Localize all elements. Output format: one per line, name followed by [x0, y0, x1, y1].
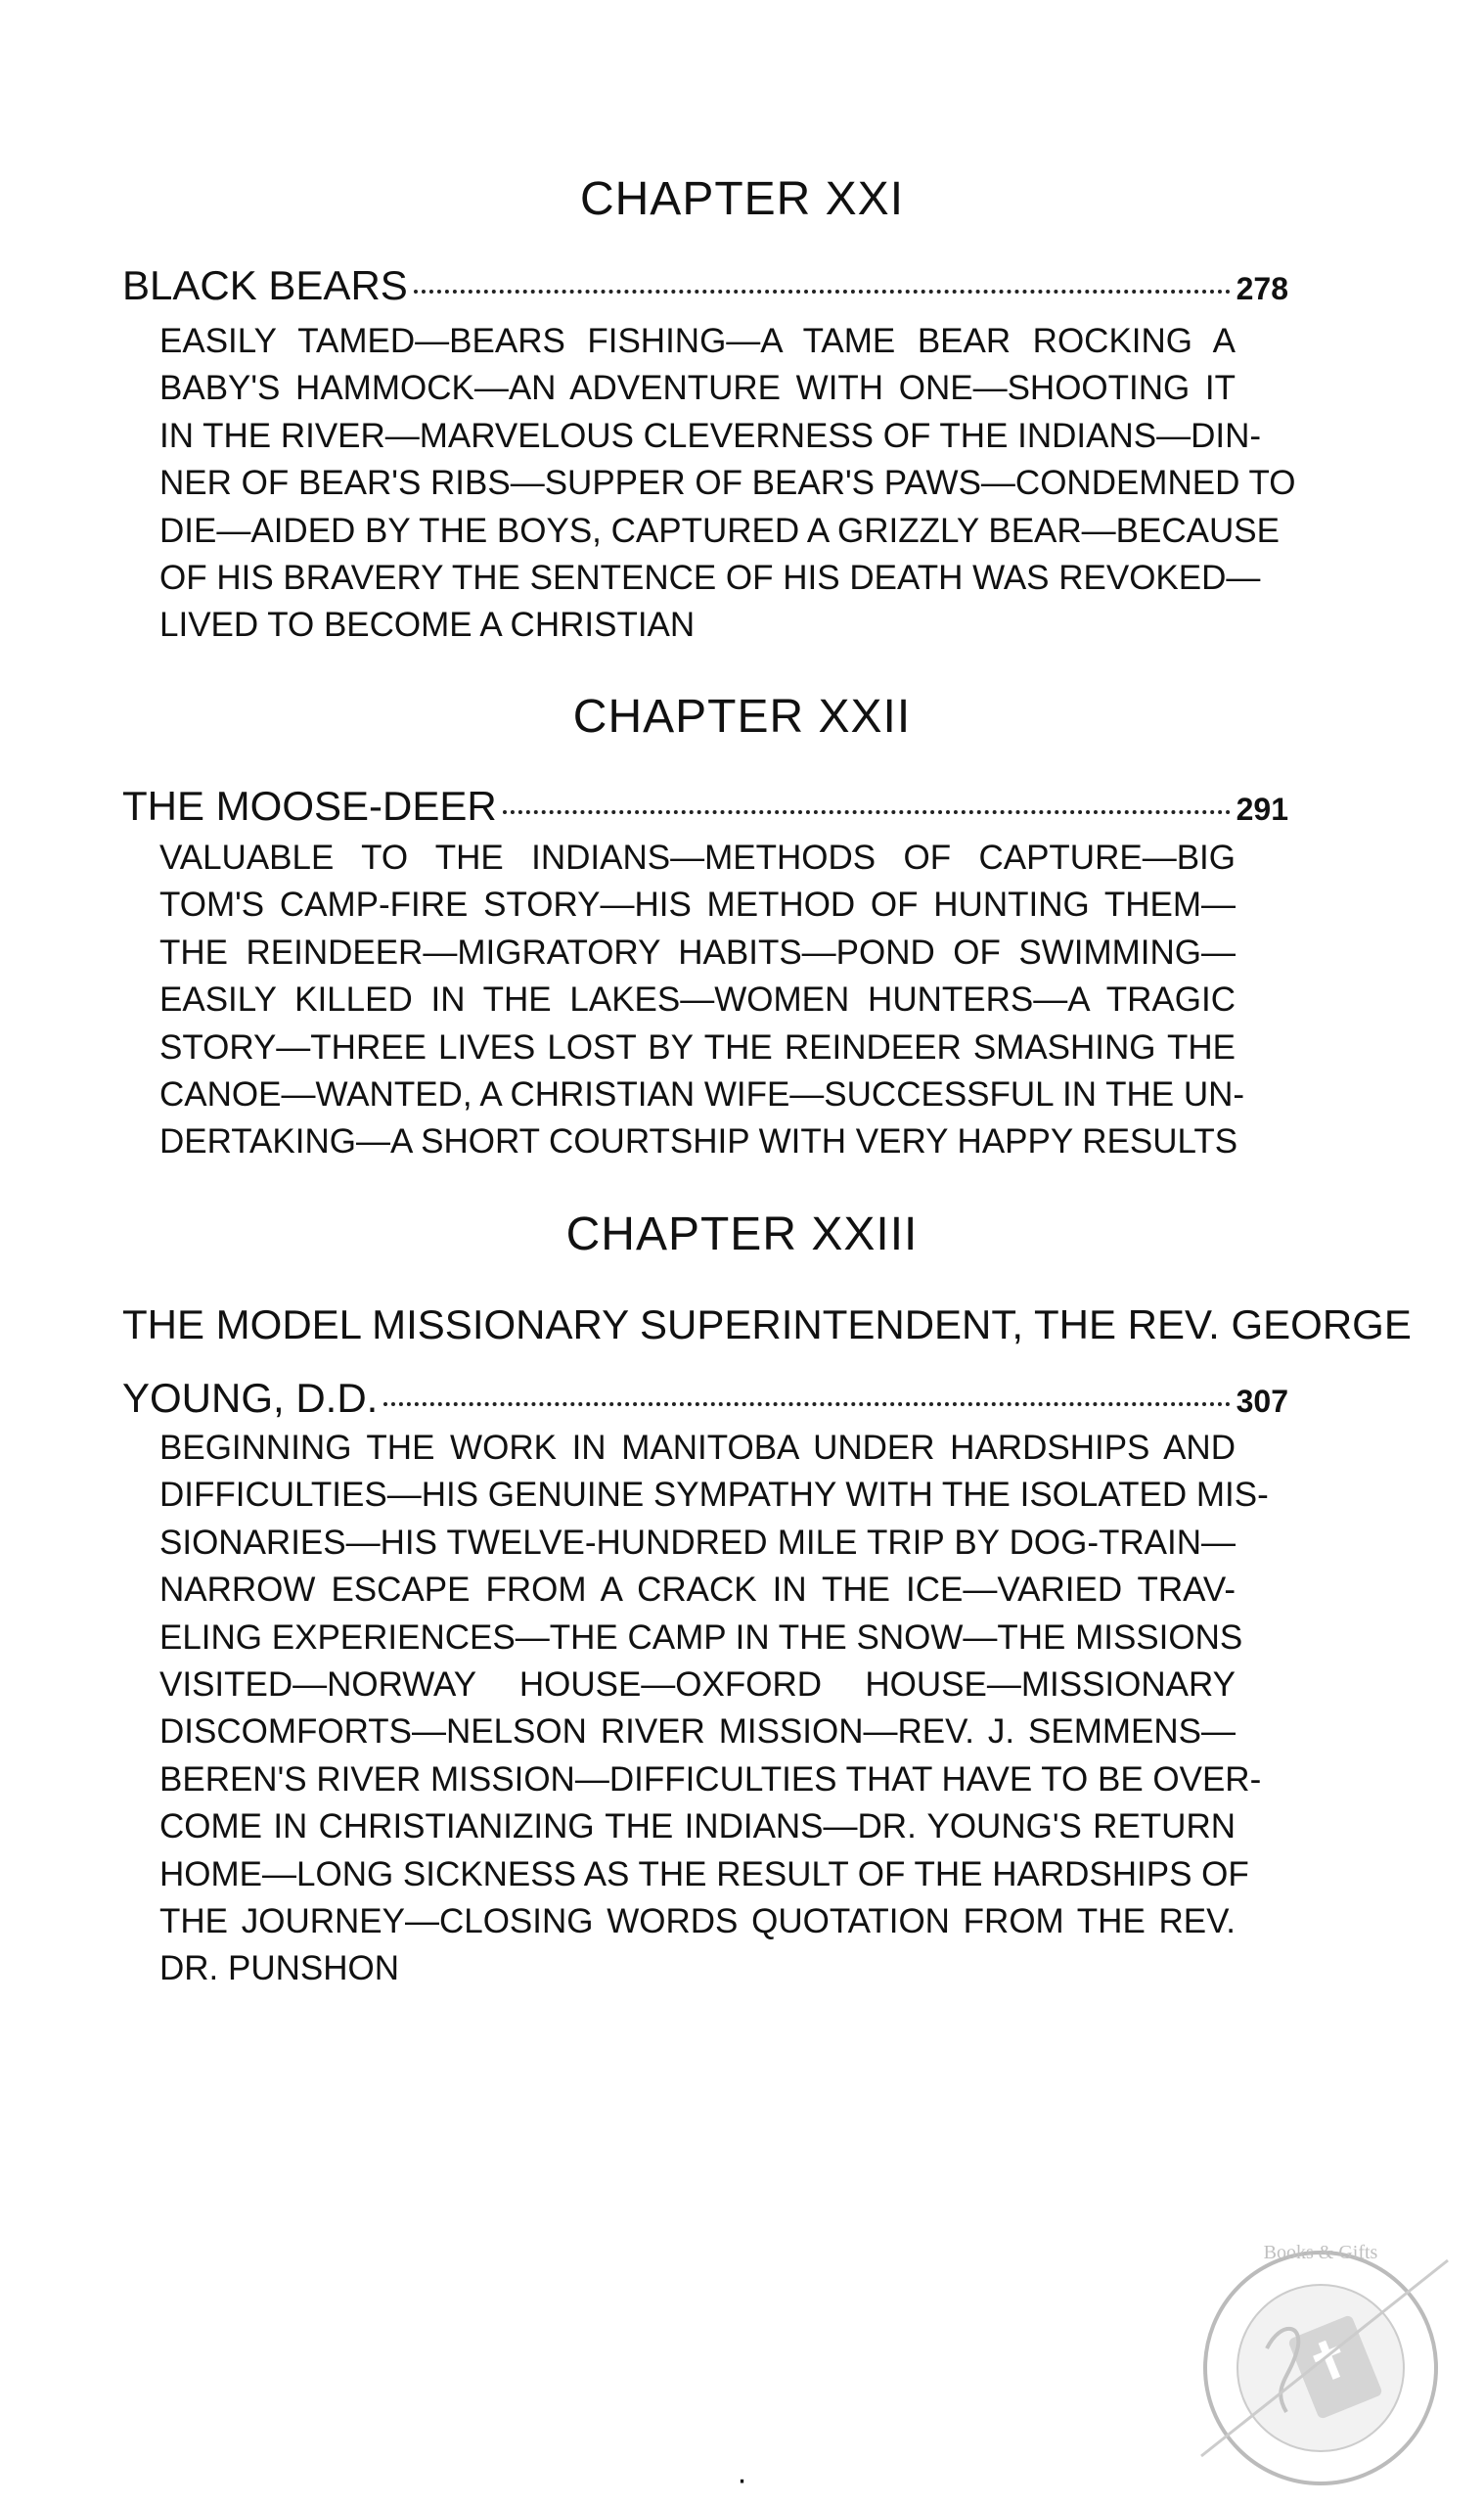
summary-line: OF HIS BRAVERY THE SENTENCE OF HIS DEATH WAS REVOKED— — [159, 559, 1261, 598]
svg-text:Books & Gifts: Books & Gifts — [1263, 2242, 1378, 2263]
summary-line: CANOE—WANTED, A CHRISTIAN WIFE—SUCCESSFUL IN THE UN- — [159, 1075, 1245, 1115]
summary-line: DIE—AIDED BY THE BOYS, CAPTURED A GRIZZLY BEAR—BECAUSE — [159, 511, 1280, 550]
dot-leader — [383, 1402, 1230, 1406]
summary-line: DIFFICULTIES—HIS GENUINE SYMPATHY WITH THE ISOLATED MIS- — [159, 1476, 1269, 1515]
toc-entry-title: BLACK BEARS — [122, 262, 408, 308]
summary-line: DISCOMFORTS—NELSON RIVER MISSION—REV. J. SEMMENS— — [159, 1712, 1236, 1752]
page-mark: · — [736, 2461, 748, 2498]
summary-line: IN THE RIVER—MARVELOUS CLEVERNESS OF THE INDIANS—DIN- — [159, 416, 1262, 455]
toc-entry-title: YOUNG, D.D. — [122, 1375, 379, 1421]
summary-line: NARROW ESCAPE FROM A CRACK IN THE ICE—VARIED TRAV- — [159, 1571, 1236, 1610]
chapter-heading-23: CHAPTER XXIII — [565, 1208, 919, 1260]
chapter-summary-21 — [159, 318, 1296, 650]
dot-leader — [503, 810, 1231, 814]
summary-line: THE JOURNEY—CLOSING WORDS QUOTATION FROM THE REV. — [159, 1902, 1236, 1941]
summary-line: COME IN CHRISTIANIZING THE INDIANS—DR. YOUNG'S RETURN — [159, 1807, 1236, 1846]
toc-page-number: 307 — [1236, 1384, 1288, 1419]
chapter-summary-22 — [159, 835, 1245, 1166]
toc-page-number: 291 — [1236, 792, 1288, 827]
summary-line: STORY—THREE LIVES LOST BY THE REINDEER SMASHING THE — [159, 1027, 1236, 1067]
summary-line: HOME—LONG SICKNESS AS THE RESULT OF THE HARDSHIPS OF — [159, 1854, 1249, 1893]
toc-entry-21 — [122, 262, 1288, 309]
bible-cross-stamp-icon — [1174, 2231, 1467, 2495]
summary-line: EASILY KILLED IN THE LAKES—WOMEN HUNTERS—A TRAGIC — [159, 980, 1236, 1020]
toc-entry-title-line1: THE MODEL MISSIONARY SUPERINTENDENT, THE REV. GEORGE — [122, 1301, 1412, 1347]
toc-page-number: 278 — [1236, 271, 1288, 306]
summary-line: DERTAKING—A SHORT COURTSHIP WITH VERY HAPPY RESULTS — [159, 1122, 1238, 1161]
dot-leader — [414, 290, 1231, 294]
summary-line: VALUABLE TO THE INDIANS—METHODS OF CAPTURE—BIG — [159, 839, 1236, 877]
summary-line: ELING EXPERIENCES—THE CAMP IN THE SNOW—THE MISSIONS — [159, 1617, 1243, 1657]
summary-line: LIVED TO BECOME A CHRISTIAN — [159, 606, 696, 645]
toc-entry-22 — [122, 783, 1288, 830]
chapter-summary-23 — [159, 1425, 1269, 1993]
summary-line: DR. PUNSHON — [159, 1949, 400, 1988]
summary-line: VISITED—NORWAY HOUSE—OXFORD HOUSE—MISSIONARY — [159, 1665, 1236, 1705]
summary-line: NER OF BEAR'S RIBS—SUPPER OF BEAR'S PAWS—CONDEMNED TO — [159, 464, 1296, 503]
summary-line: BEGINNING THE WORK IN MANITOBA UNDER HARDSHIPS AND — [159, 1429, 1236, 1467]
summary-line: THE REINDEER—MIGRATORY HABITS—POND OF SWIMMING— — [159, 933, 1236, 972]
summary-line: BEREN'S RIVER MISSION—DIFFICULTIES THAT HAVE TO BE OVER- — [159, 1759, 1262, 1799]
toc-entry-title: THE MOOSE-DEER — [122, 783, 497, 829]
chapter-heading-21: CHAPTER XXI — [579, 173, 905, 225]
summary-line: BABY'S HAMMOCK—AN ADVENTURE WITH ONE—SHOOTING IT — [159, 369, 1236, 408]
toc-entry-23 — [122, 1375, 1288, 1422]
chapter-heading-22: CHAPTER XXII — [572, 691, 912, 743]
summary-line: TOM'S CAMP-FIRE STORY—HIS METHOD OF HUNTING THEM— — [159, 886, 1236, 925]
summary-line: EASILY TAMED—BEARS FISHING—A TAME BEAR ROCKING A — [159, 322, 1236, 360]
summary-line: SIONARIES—HIS TWELVE-HUNDRED MILE TRIP BY DOG-TRAIN— — [159, 1523, 1236, 1562]
